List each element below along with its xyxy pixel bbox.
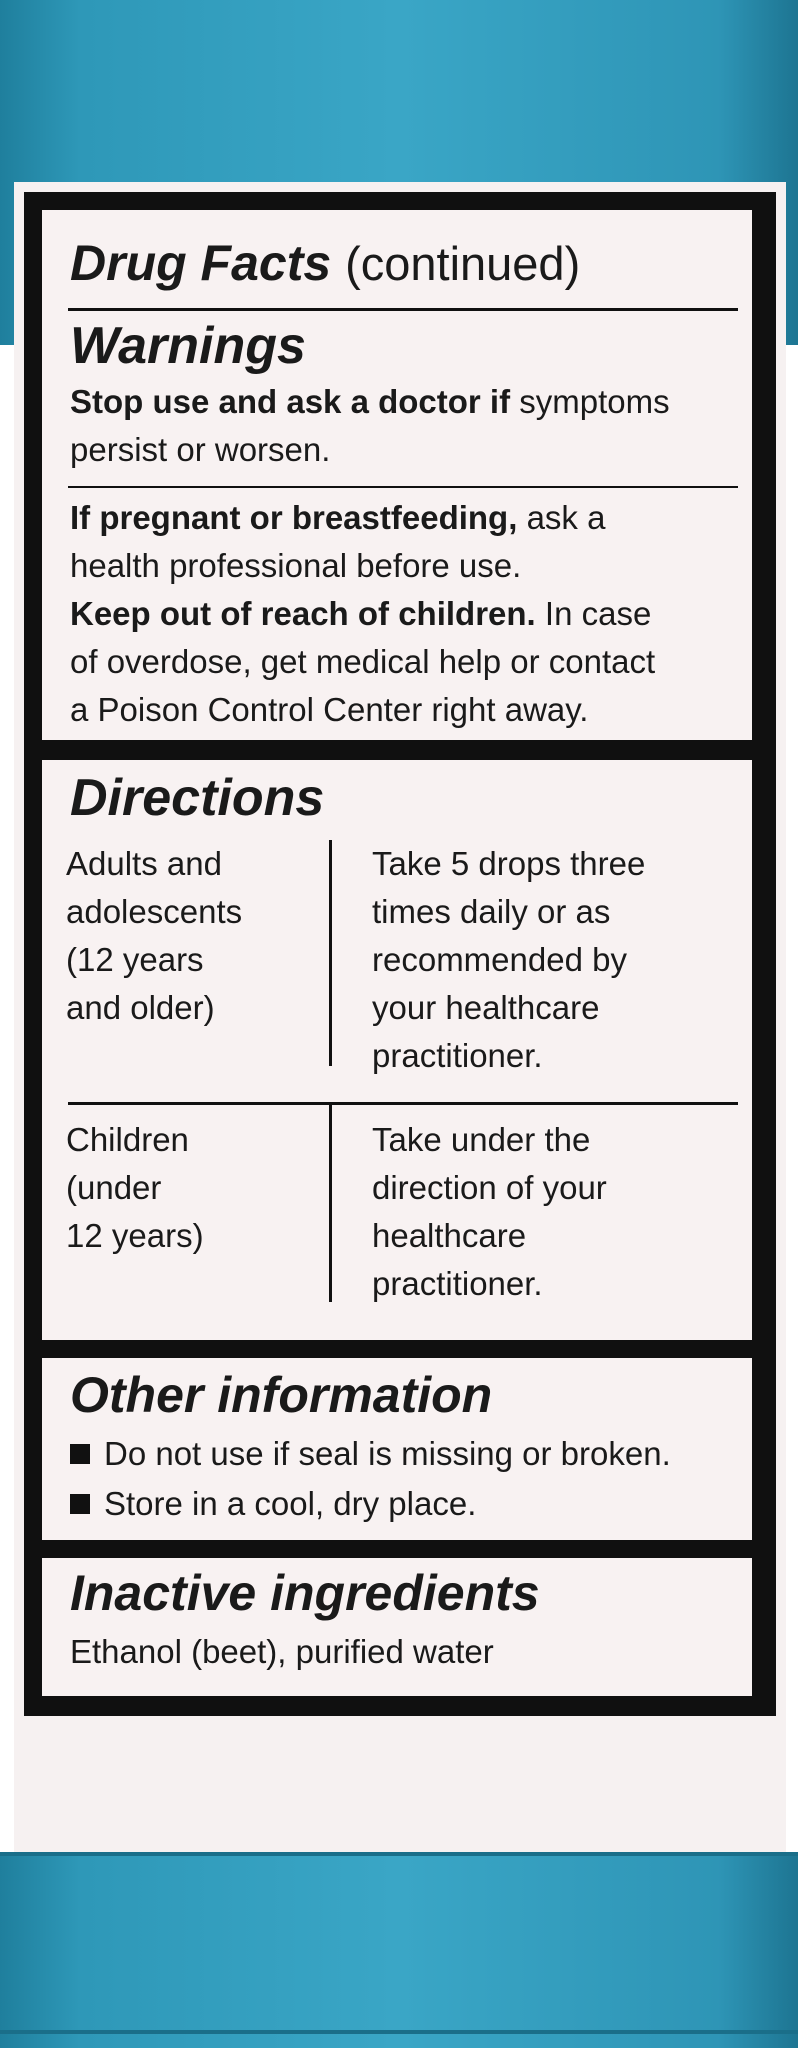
square-bullet-icon (70, 1494, 90, 1514)
adults-who-line: Adults and (66, 845, 222, 882)
keep-out-warning (70, 590, 734, 734)
warnings-section (42, 210, 752, 740)
adults-who-line: and older) (66, 989, 215, 1026)
directions-heading: Directions (70, 769, 325, 827)
package-bottom-band (0, 1852, 798, 2048)
package-bottom-fold (0, 2030, 798, 2034)
keep-out-bold: Keep out of reach of children. (70, 595, 536, 632)
directions-divider-bottom (329, 1102, 332, 1302)
adults-what-line: your healthcare (372, 989, 600, 1026)
other-info-item (70, 1480, 476, 1528)
adults-what-line: times daily or as (372, 893, 611, 930)
drug-facts-heading: Drug Facts (70, 235, 332, 291)
warnings-heading: Warnings (70, 317, 306, 375)
package-bottom-edge (0, 1852, 798, 1856)
children-who-line: 12 years) (66, 1217, 204, 1254)
stop-use-bold: Stop use and ask a doctor if (70, 383, 511, 420)
adults-what-line: practitioner. (372, 1037, 543, 1074)
adults-who-line: adolescents (66, 893, 243, 930)
directions-row-divider (68, 1102, 738, 1105)
other-info-text: Store in a cool, dry place. (104, 1485, 477, 1522)
inactive-ingredients-heading: Inactive ingredients (70, 1565, 540, 1621)
directions-adults-what (372, 840, 732, 1080)
drug-facts-continued: (continued) (345, 237, 581, 290)
pregnant-warning (70, 494, 734, 590)
drug-facts-title (70, 234, 580, 292)
adults-who-line: (12 years (66, 941, 204, 978)
inactive-ingredients-section (42, 1558, 752, 1696)
children-who-line: Children (66, 1121, 189, 1158)
title-rule (68, 308, 738, 311)
adults-what-line: recommended by (372, 941, 627, 978)
children-what-line: direction of your (372, 1169, 607, 1206)
other-information-section (42, 1358, 752, 1540)
directions-children-who (66, 1116, 316, 1260)
pregnant-bold: If pregnant or breastfeeding, (70, 499, 518, 536)
directions-section (42, 760, 752, 1340)
square-bullet-icon (70, 1444, 90, 1464)
stop-use-line2: persist or worsen. (70, 431, 331, 468)
other-info-item (70, 1430, 671, 1478)
keep-out-rest: In case (544, 595, 652, 632)
stop-use-warning (70, 378, 734, 474)
stop-use-rest: symptoms (519, 383, 670, 420)
other-information-heading: Other information (70, 1367, 493, 1423)
keep-out-line3: a Poison Control Center right away. (70, 691, 589, 728)
children-what-line: Take under the (372, 1121, 591, 1158)
pregnant-line2: health professional before use. (70, 547, 522, 584)
adults-what-line: Take 5 drops three (372, 845, 646, 882)
warnings-rule (68, 486, 738, 488)
children-who-line: (under (66, 1169, 162, 1206)
inactive-ingredients-text: Ethanol (beet), purified water (70, 1633, 494, 1670)
children-what-line: healthcare (372, 1217, 527, 1254)
directions-children-what (372, 1116, 732, 1308)
directions-divider-top (329, 840, 332, 1066)
pregnant-rest: ask a (526, 499, 606, 536)
keep-out-line2: of overdose, get medical help or contact (70, 643, 656, 680)
directions-adults-who (66, 840, 316, 1032)
children-what-line: practitioner. (372, 1265, 543, 1302)
other-info-text: Do not use if seal is missing or broken. (104, 1435, 671, 1472)
